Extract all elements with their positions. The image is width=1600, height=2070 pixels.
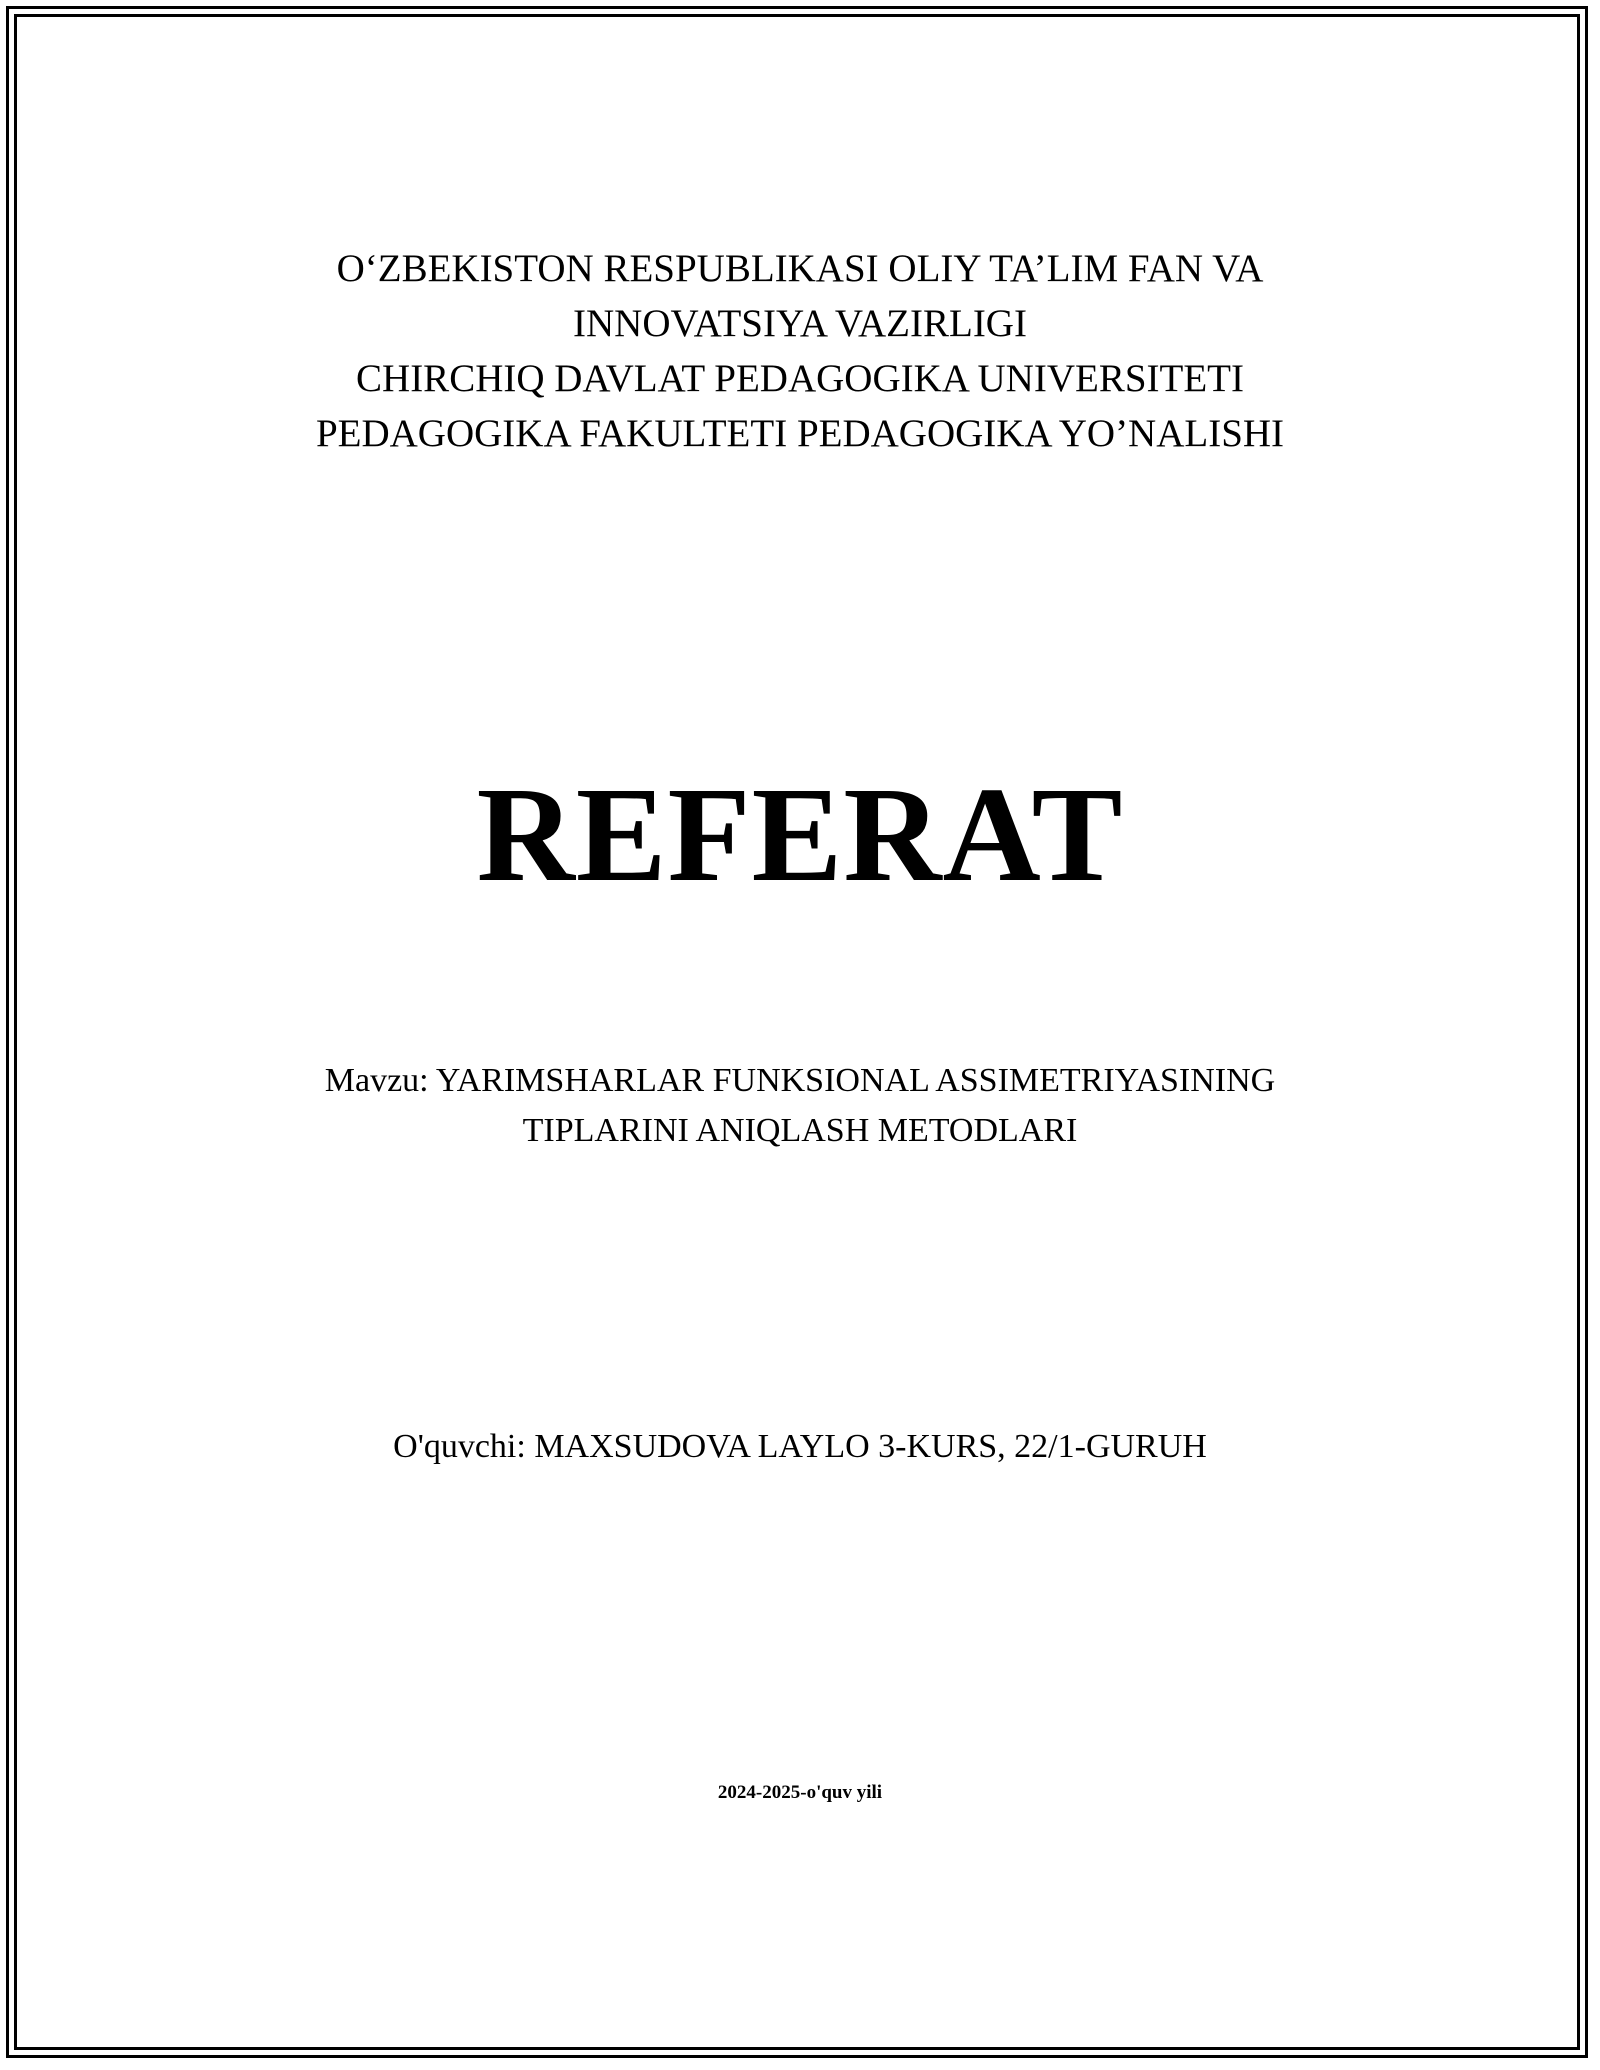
document-title: REFERAT <box>476 760 1124 910</box>
header-line-ministry-cont: INNOVATSIYA VAZIRLIGI <box>573 302 1027 345</box>
student-info: O'quvchi: MAXSUDOVA LAYLO 3-KURS, 22/1-GURUH <box>393 1428 1207 1465</box>
academic-year: 2024-2025-o'quv yili <box>717 1782 883 1803</box>
topic-line-2: TIPLARINI ANIQLASH METODLARI <box>522 1112 1078 1149</box>
header-line-university: CHIRCHIQ DAVLAT PEDAGOGIKA UNIVERSITETI <box>356 357 1244 400</box>
header-line-faculty: PEDAGOGIKA FAKULTETI PEDAGOGIKA YO’NALISHI <box>315 412 1285 455</box>
topic-line-1: Mavzu: YARIMSHARLAR FUNKSIONAL ASSIMETRIYASINING <box>324 1062 1276 1099</box>
header-line-ministry: O‘ZBEKISTON RESPUBLIKASI OLIY TA’LIM FAN VA <box>336 247 1264 290</box>
